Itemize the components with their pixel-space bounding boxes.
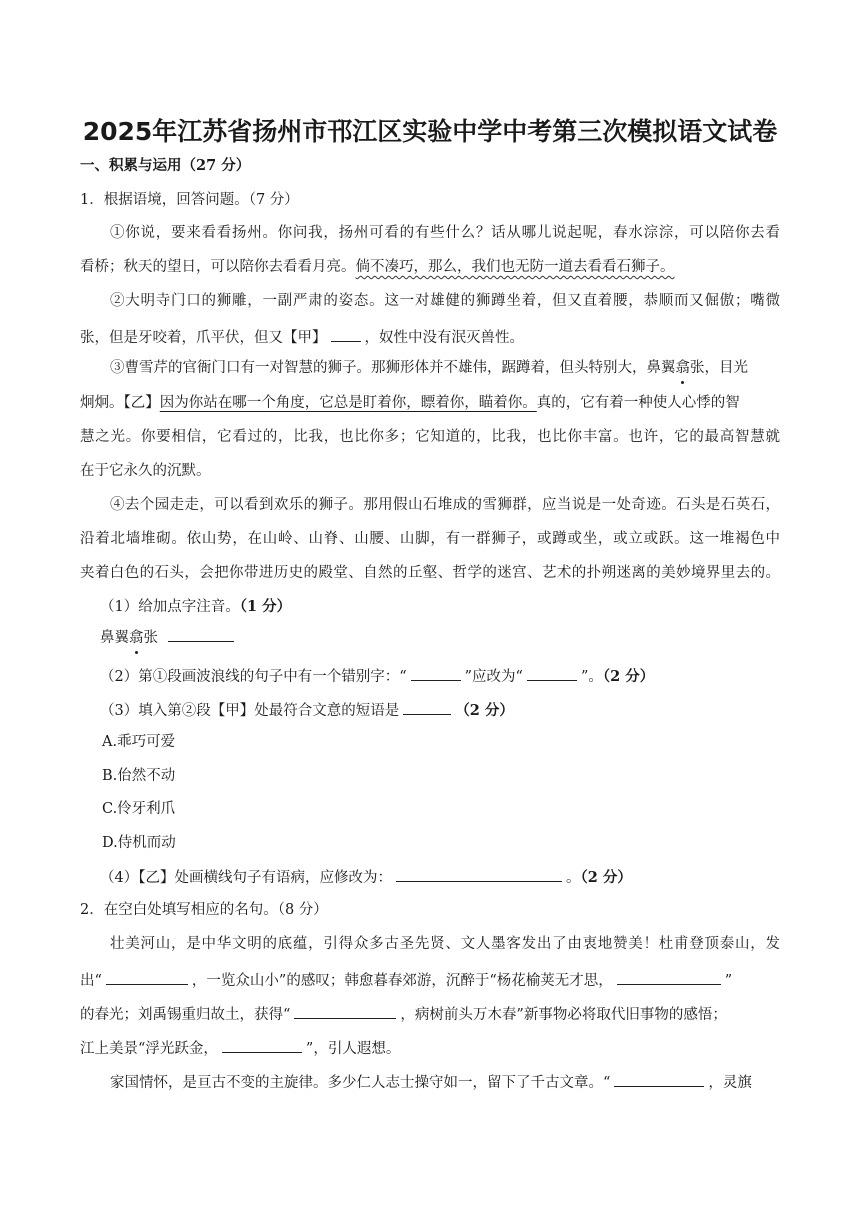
paragraph-4-line-2: 沿着北墙堆砌。依山势，在山岭、山脊、山腰、山脚，有一群狮子，或蹲或坐，或立或跃。这一堆褐色中 xyxy=(80,531,780,547)
sub-question-1: （1）给加点字注音。（1 分） xyxy=(100,598,292,615)
pinyin-answer-blank[interactable] xyxy=(168,625,234,642)
paragraph-2-line-2: 张，但是牙咬着，爪平伏，但又【甲】 ，奴性中没有泯灭兽性。 xyxy=(80,325,524,348)
poem-blank-3[interactable] xyxy=(294,1002,396,1019)
blank-jia[interactable] xyxy=(331,325,361,342)
option-d[interactable]: D.侍机而动 xyxy=(102,835,176,851)
choice-answer-blank[interactable] xyxy=(403,698,451,715)
sub-question-3: （3）填入第②段【甲】处最符合文意的短语是 （2 分） xyxy=(100,698,514,721)
paragraph-4-line-3: 夹着白色的石头，会把你带进历史的殿堂、自然的丘壑、哲学的迷宫、艺术的扑朔迷离的美妙境界里去的。 xyxy=(80,565,780,581)
poem-blank-4[interactable] xyxy=(222,1036,302,1053)
correct-char-blank[interactable] xyxy=(527,664,577,681)
question-2-line-3: 的春光；刘禹锡重归故土，获得“ ，病树前头万木春”新事物必将取代旧事物的感悟； xyxy=(80,1002,727,1025)
sub-question-1-answer: 鼻翼翕张 xyxy=(100,625,238,648)
paragraph-2-line-1: ②大明寺门口的狮雕，一副严肃的姿态。这一对雄健的狮蹲坐着，但又直着腰，恭顺而又倔傲；嘴微 xyxy=(110,293,780,309)
paragraph-3-line-3: 慧之光。你要相信，它看过的，比我，也比你多；它知道的，比我，也比你丰富。也许，它的最高智慧就 xyxy=(80,429,780,445)
wavy-underlined-sentence: 倘不凑巧，那么，我们也无防一道去看看石狮子。 xyxy=(355,259,675,275)
page-title: 2025年江苏省扬州市邗江区实验中学中考第三次模拟语文试卷 xyxy=(82,117,778,146)
option-c[interactable]: C.伶牙利爪 xyxy=(102,801,176,817)
dotted-character: 翕 xyxy=(675,360,690,376)
wrong-char-blank[interactable] xyxy=(411,664,461,681)
paragraph-3-line-4: 在于它永久的沉默。 xyxy=(80,463,211,479)
underlined-sentence-yi: 因为你站在哪一个角度，它总是盯着你，瞟着你，瞄着你。 xyxy=(159,395,537,411)
sub-question-4: （4）【乙】处画横线句子有语病，应修改为： 。（2 分） xyxy=(100,865,632,888)
question-2-line-2: 出“ ，一览众山小”的感叹；韩愈暮春郊游，沉醉于“杨花榆荚无才思， ” xyxy=(80,968,732,991)
question-2-line-4: 江上美景“浮光跃金， ”，引人遐想。 xyxy=(80,1036,400,1059)
paragraph-1-line-1: ①你说，要来看看扬州。你问我，扬州可看的有些什么？话从哪儿说起呢，春水淙淙，可以陪你去看 xyxy=(110,225,780,241)
option-a[interactable]: A.乖巧可爱 xyxy=(102,734,176,750)
question-2-line-5: 家国情怀，是亘古不变的主旋律。多少仁人志士操守如一，留下了千古文章。“ ，灵旗 xyxy=(80,1070,752,1093)
poem-blank-5[interactable] xyxy=(614,1070,704,1087)
revision-answer-blank[interactable] xyxy=(396,865,562,882)
question-2-stem: 2．在空白处填写相应的名句。（8 分） xyxy=(80,902,328,918)
poem-blank-2[interactable] xyxy=(617,968,721,985)
question-2-line-1: 壮美河山，是中华文明的底蕴，引得众多古圣先贤、文人墨客发出了由衷地赞美！杜甫登顶泰山，发 xyxy=(110,936,780,952)
paragraph-4-line-1: ④去个园走走，可以看到欢乐的狮子。那用假山石堆成的雪狮群，应当说是一处奇迹。石头是石英石， xyxy=(110,497,780,513)
paragraph-1-line-2: 看桥；秋天的望日，可以陪你去看看月亮。倘不凑巧，那么，我们也无防一道去看看石狮子。 xyxy=(80,259,675,275)
sub-question-2: （2）第①段画波浪线的句子中有一个错别字：“ ”应改为“ ”。（2 分） xyxy=(100,664,654,687)
paragraph-3-line-2: 炯炯。【乙】因为你站在哪一个角度，它总是盯着你，瞟着你，瞄着你。真的，它有着一种使人心悸的智 xyxy=(80,395,740,411)
question-1-stem: 1．根据语境，回答问题。（7 分） xyxy=(80,192,299,208)
paragraph-3-line-1: ③曹雪芹的官衙门口有一对智慧的狮子。那狮形体并不雄伟，踞蹲着，但头特别大，鼻翼翕张，目光 xyxy=(110,360,748,376)
section-heading: 一、积累与运用（27 分） xyxy=(80,157,251,174)
option-b[interactable]: B.佁然不动 xyxy=(102,768,176,784)
poem-blank-1[interactable] xyxy=(106,968,188,985)
